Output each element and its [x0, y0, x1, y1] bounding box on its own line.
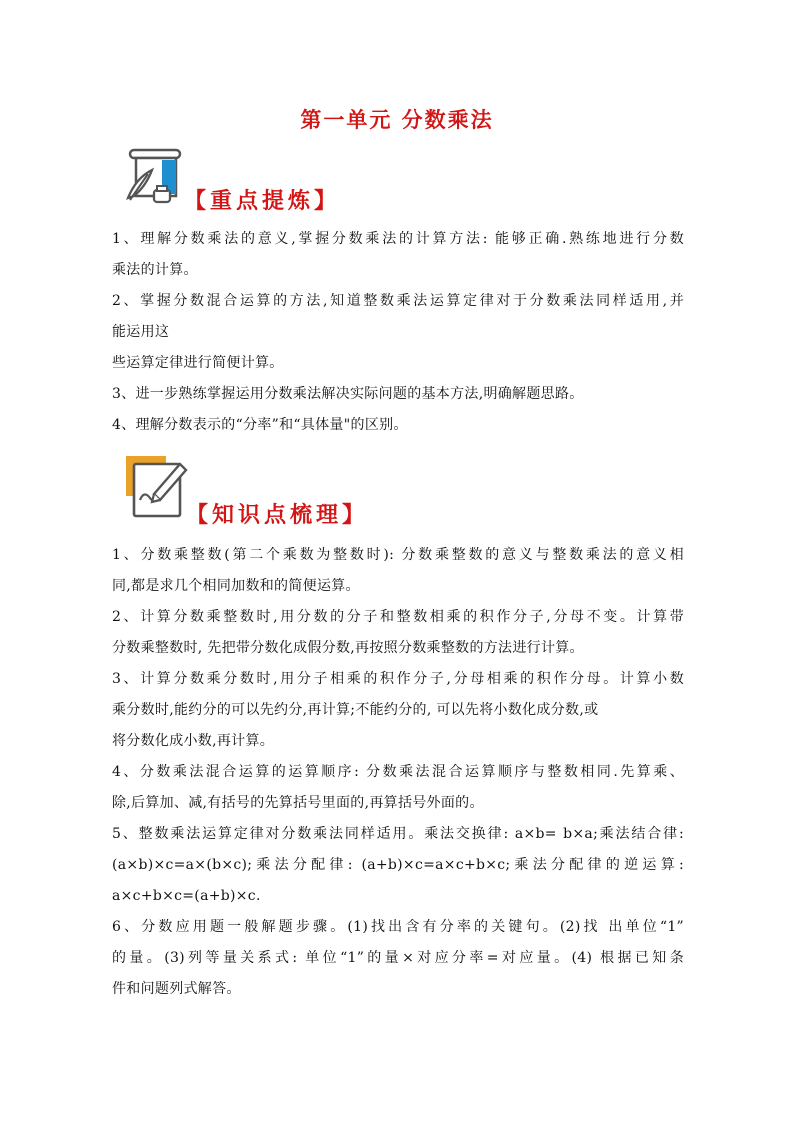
list-item: 4、分数乘法混合运算的运算顺序: 分数乘法混合运算顺序与整数相同.先算乘、: [112, 764, 684, 780]
page-title: 第一单元 分数乘法: [300, 107, 494, 132]
list-item: 些运算定律进行简便计算。: [112, 355, 284, 371]
list-item: 件和问题列式解答。: [112, 981, 241, 997]
list-item: 4、理解分数表示的“分率”和“具体量"的区别。: [112, 417, 408, 433]
list-item: 3、进一步熟练掌握运用分数乘法解决实际问题的基本方法,明确解题思路。: [112, 386, 584, 402]
list-item: 能运用这: [112, 324, 170, 340]
list-item: 的量。(3)列等量关系式: 单位“1”的量×对应分率=对应量。(4) 根据已知条: [112, 950, 684, 966]
list-item: 除,后算加、减,有括号的先算括号里面的,再算括号外面的。: [112, 795, 484, 811]
knowledge-list: [112, 540, 684, 1005]
scroll-quill-icon: [122, 148, 186, 206]
list-item: 6、分数应用题一般解题步骤。(1)找出含有分率的关键句。(2)找 出单位“1”: [112, 919, 684, 935]
list-item: 乘分数时,能约分的可以先约分,再计算;不能约分的, 可以先将小数化成分数,或: [112, 702, 599, 718]
list-item: 2、计算分数乘整数时,用分数的分子和整数相乘的积作分子,分母不变。计算带: [112, 609, 684, 625]
list-item: 2、掌握分数混合运算的方法,知道整数乘法运算定律对于分数乘法同样适用,并: [112, 293, 684, 309]
knowledge-heading: 【知识点梳理】: [186, 502, 369, 528]
list-item: (a×b)×c=a×(b×c);乘法分配律: (a+b)×c=a×c+b×c;乘法分配律的逆运算:: [112, 857, 684, 873]
list-item: 将分数化成小数,再计算。: [112, 733, 275, 749]
list-item: a×c+b×c=(a+b)×c.: [112, 888, 261, 904]
key-points-heading: 【重点提炼】: [184, 188, 341, 214]
list-item: 3、计算分数乘分数时,用分子相乘的积作分子,分母相乘的积作分母。计算小数: [112, 671, 684, 687]
list-item: 1、分数乘整数(第二个乘数为整数时): 分数乘整数的意义与整数乘法的意义相: [112, 547, 684, 563]
list-item: 分数乘整数时, 先把带分数化成假分数,再按照分数乘整数的方法进行计算。: [112, 640, 584, 656]
key-points-list: [112, 224, 684, 441]
list-item: 同,都是求几个相同加数和的简便运算。: [112, 578, 360, 594]
list-item: 1、理解分数乘法的意义,掌握分数乘法的计算方法: 能够正确.熟练地进行分数: [112, 231, 684, 247]
list-item: 乘法的计算。: [112, 262, 198, 278]
list-item: 5、整数乘法运算定律对分数乘法同样适用。乘法交换律: a×b= b×a;乘法结合律:: [112, 826, 684, 842]
notepad-pen-icon: [124, 454, 190, 520]
